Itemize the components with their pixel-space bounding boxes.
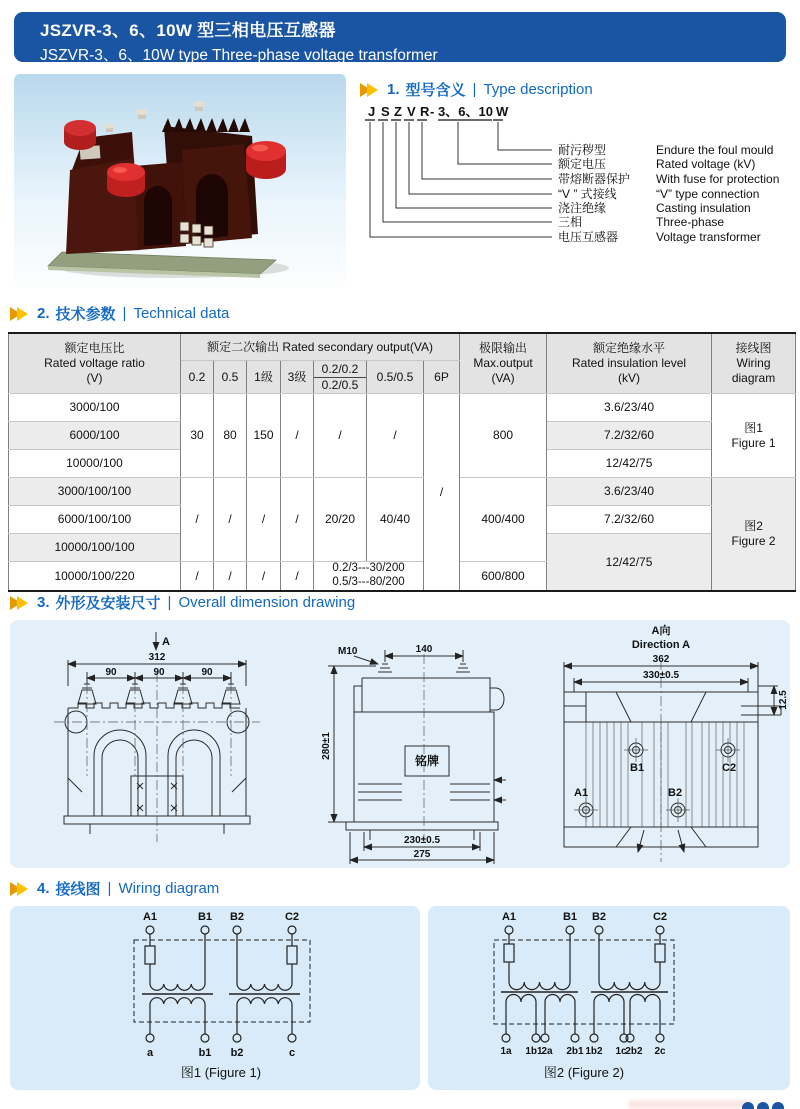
terminal-label-a1: A1 <box>574 787 589 799</box>
col-header-text: diagram <box>731 371 776 385</box>
value-cell: / <box>181 478 214 562</box>
terminal-label: B1 <box>197 911 213 923</box>
type-item-zh: 带熔断器保护 <box>558 172 631 186</box>
type-item-en: Rated voltage (kV) <box>656 157 756 171</box>
table-row <box>9 394 796 422</box>
terminal-label: 1c <box>615 1046 627 1057</box>
type-item-zh: 额定电压 <box>558 157 607 171</box>
page-title-zh: JSZVR-3、6、10W 型三相电压互感器 <box>40 21 336 40</box>
dimension-drawing-panel <box>10 620 790 868</box>
type-item-en: Endure the foul mould <box>656 143 774 157</box>
ratio-cell: 10000/100 <box>9 450 181 478</box>
insulation-cell: 12/42/75 <box>547 450 712 478</box>
ratio-cell: 3000/100 <box>9 394 181 422</box>
terminal-label: 1b2 <box>585 1046 603 1057</box>
type-description-diagram <box>358 98 798 296</box>
value-cell: 80 <box>214 394 247 478</box>
wiring-figure-1 <box>10 906 420 1090</box>
type-item-en: With fuse for protection <box>656 172 780 186</box>
direction-a-drawing <box>546 622 798 866</box>
model-code-letter: W <box>496 104 509 119</box>
section-title-zh: 技术参数 <box>55 306 116 323</box>
terminal-label: B1 <box>562 911 578 923</box>
value-cell: / <box>214 562 247 591</box>
separator: | <box>167 594 172 611</box>
max-output-cell: 800 <box>460 394 547 478</box>
type-item-en: “V” type connection <box>656 187 760 201</box>
col-header-wiring <box>712 333 796 394</box>
type-item-zh: 三相 <box>558 215 583 229</box>
value-cell: / <box>281 562 314 591</box>
type-item-en: Voltage transformer <box>656 230 761 244</box>
col-header-text: Max.output <box>473 356 533 370</box>
value-cell: / <box>181 562 214 591</box>
terminal-label: C2 <box>652 911 668 923</box>
page-number-marker <box>742 1102 784 1109</box>
dim-90: 90 <box>153 667 165 678</box>
terminal-label: b2 <box>230 1047 244 1059</box>
value-cell: 30 <box>181 394 214 478</box>
dim-312: 312 <box>148 652 166 663</box>
dim-m10: M10 <box>338 646 358 657</box>
type-item-en: Three-phase <box>656 215 725 229</box>
figure-ref-en: Figure 2 <box>731 533 776 548</box>
section-title-zh: 型号含义 <box>405 82 466 99</box>
col-header-text: (V) <box>86 371 103 385</box>
dot-icon <box>772 1102 784 1109</box>
dim-90: 90 <box>105 667 117 678</box>
terminal-label-c2: C2 <box>722 762 737 774</box>
wiring-ref-cell <box>712 478 796 591</box>
arrow-icon <box>17 882 28 896</box>
watermark <box>628 1100 753 1109</box>
separator: | <box>107 880 112 897</box>
ratio-cell: 10000/100/220 <box>9 562 181 591</box>
max-output-cell: 400/400 <box>460 478 547 562</box>
terminal-label: B2 <box>229 911 245 923</box>
terminal-label: c <box>288 1047 296 1059</box>
dim-330: 330±0.5 <box>642 670 680 681</box>
section-title-en: Type description <box>483 81 593 98</box>
insulation-cell: 7.2/32/60 <box>547 422 712 450</box>
section-number: 4. <box>37 880 50 897</box>
terminal-label-b2: B2 <box>668 787 683 799</box>
terminal-label: b1 <box>198 1047 212 1059</box>
section-1-heading <box>360 79 593 100</box>
type-item-en: Casting insulation <box>656 201 751 215</box>
terminal-label: 2a <box>541 1046 553 1057</box>
subcol-6p: 6P <box>424 361 460 394</box>
value-cell: / <box>214 478 247 562</box>
dim-362: 362 <box>652 654 670 665</box>
section-2-heading <box>10 303 229 324</box>
section-number: 1. <box>387 81 400 98</box>
figure-1-caption: 图1 (Figure 1) <box>180 1065 262 1080</box>
type-item-zh: 电压互感器 <box>558 230 619 244</box>
col-header-text: 额定电压比 <box>64 341 125 355</box>
type-item-zh: 耐污秽型 <box>558 143 607 157</box>
figure-2-caption: 图2 (Figure 2) <box>543 1065 625 1080</box>
col-header-secondary: 额定二次输出 Rated secondary output(VA) <box>181 333 460 361</box>
section-title-en: Overall dimension drawing <box>178 594 356 611</box>
dim-280: 280±1 <box>321 732 332 760</box>
value-cell: / <box>367 394 424 478</box>
col-header-text: 额定绝缘水平 <box>593 341 666 355</box>
table-row <box>9 478 796 506</box>
dot-icon <box>757 1102 769 1109</box>
terminal-label: a <box>146 1047 154 1059</box>
terminal-label: C2 <box>284 911 300 923</box>
page-title-en: JSZVR-3、6、10W type Three-phase voltage transformer <box>40 47 438 64</box>
product-photo-drawing <box>14 74 346 288</box>
terminal-label: 1b1 <box>525 1046 543 1057</box>
value-cell: 150 <box>247 394 281 478</box>
view-title-zh: A向 <box>651 625 671 637</box>
section-title-en: Wiring diagram <box>118 880 220 897</box>
arrow-icon <box>17 596 28 610</box>
value-cell: / <box>281 394 314 478</box>
value-cell: / <box>314 394 367 478</box>
separator: | <box>472 81 477 98</box>
value-line: 0.5/3---80/200 <box>332 575 405 588</box>
dim-230: 230±0.5 <box>403 835 441 846</box>
model-code-letter: R <box>420 104 430 119</box>
col-header-max-output <box>460 333 547 394</box>
terminal-label: B2 <box>591 911 607 923</box>
section-3-heading <box>10 592 355 613</box>
figure-ref-zh: 图1 <box>744 421 763 436</box>
col-header-text: (kV) <box>618 371 641 385</box>
subcol-class3: 3级 <box>281 361 314 394</box>
subcol-02: 0.2 <box>181 361 214 394</box>
subcol-class1: 1级 <box>247 361 281 394</box>
separator: | <box>122 305 127 322</box>
model-code-letter: J <box>368 104 376 119</box>
fraction-top: 0.2/0.2 <box>314 362 366 377</box>
col-header-text: 极限输出 <box>479 341 528 355</box>
section-4-heading <box>10 878 219 899</box>
value-cell: 40/40 <box>367 478 424 562</box>
terminal-label-b1: B1 <box>630 762 645 774</box>
technical-data-table <box>8 332 796 592</box>
wiring-figure-2-panel <box>428 906 790 1090</box>
value-line: 0.2/3---30/200 <box>332 562 405 574</box>
value-cell-6p: / <box>424 394 460 591</box>
arrow-icon <box>367 83 378 97</box>
subcol-0505: 0.5/0.5 <box>367 361 424 394</box>
model-code-letter: - <box>430 104 435 119</box>
section-number: 3. <box>37 594 50 611</box>
page-title-bar <box>14 12 786 62</box>
section-title-zh: 接线图 <box>55 881 101 898</box>
max-output-cell: 600/800 <box>460 562 547 591</box>
col-header-text: Rated voltage ratio <box>44 356 145 370</box>
value-cell: / <box>247 478 281 562</box>
dim-125: 12.5 <box>778 690 789 710</box>
front-view-drawing <box>30 626 300 864</box>
value-cell: / <box>247 562 281 591</box>
ratio-cell: 3000/100/100 <box>9 478 181 506</box>
type-item-zh: 浇注绝缘 <box>558 201 607 215</box>
col-header-text: 接线图 <box>735 341 772 355</box>
model-code-letter: V <box>407 104 416 119</box>
section-title-zh: 外形及安装尺寸 <box>55 595 161 612</box>
value-cell: / <box>281 478 314 562</box>
value-cell-span <box>314 562 424 591</box>
dim-140: 140 <box>415 644 433 655</box>
section-number: 2. <box>37 305 50 322</box>
wiring-ref-cell <box>712 394 796 478</box>
terminal-label: 1a <box>500 1046 512 1057</box>
dim-275: 275 <box>413 849 431 860</box>
ratio-cell: 10000/100/100 <box>9 534 181 562</box>
col-header-insulation <box>547 333 712 394</box>
wiring-figure-1-panel <box>10 906 420 1090</box>
dot-icon <box>742 1102 754 1109</box>
insulation-cell: 7.2/32/60 <box>547 506 712 534</box>
model-code-letter: 3、6、10 <box>438 104 493 119</box>
terminal-label: 2c <box>654 1046 666 1057</box>
model-code-letter: Z <box>394 104 402 119</box>
col-header-text: (VA) <box>491 371 515 385</box>
section-title-en: Technical data <box>133 305 230 322</box>
terminal-label: 2b2 <box>625 1046 643 1057</box>
value-cell: 20/20 <box>314 478 367 562</box>
insulation-cell: 3.6/23/40 <box>547 394 712 422</box>
fraction-bottom: 0.2/0.5 <box>321 377 359 392</box>
view-title-en: Direction A <box>631 639 691 651</box>
ratio-cell: 6000/100/100 <box>9 506 181 534</box>
type-item-zh: “V ” 式接线 <box>558 187 617 201</box>
model-code-letter: S <box>381 104 390 119</box>
terminal-label: A1 <box>501 911 517 923</box>
insulation-cell: 3.6/23/40 <box>547 478 712 506</box>
insulation-cell: 12/42/75 <box>547 534 712 591</box>
figure-ref-zh: 图2 <box>744 519 763 534</box>
figure-ref-en: Figure 1 <box>731 435 776 450</box>
terminal-label: 2b1 <box>566 1046 584 1057</box>
wiring-figure-2 <box>428 906 790 1090</box>
product-photo <box>14 74 346 288</box>
col-header-text: Rated insulation level <box>571 356 687 370</box>
nameplate-label: 铭牌 <box>414 754 440 768</box>
subcol-fraction <box>314 361 367 394</box>
dim-90: 90 <box>201 667 213 678</box>
view-direction-label: A <box>162 636 170 648</box>
side-view-drawing <box>310 634 538 866</box>
subcol-05: 0.5 <box>214 361 247 394</box>
ratio-cell: 6000/100 <box>9 422 181 450</box>
col-header-ratio <box>9 333 181 394</box>
terminal-label: A1 <box>142 911 158 923</box>
arrow-icon <box>17 307 28 321</box>
col-header-text: Wiring <box>736 356 771 370</box>
